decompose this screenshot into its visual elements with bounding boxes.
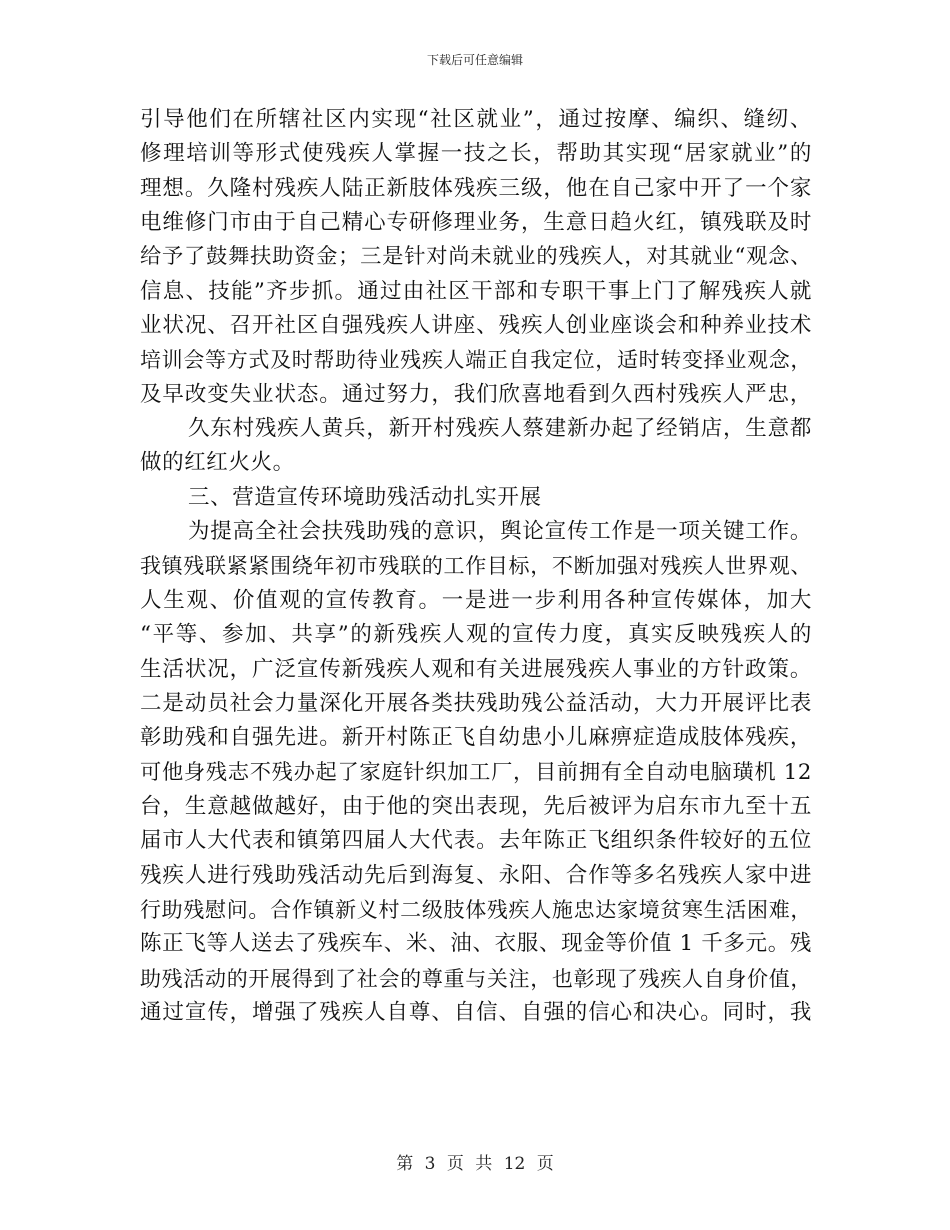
body-line-4: 电维修门市由于自己精心专研修理业务，生意日趋火红，镇残联及时 xyxy=(140,210,812,236)
page-header: 下载后可任意编辑 xyxy=(426,53,523,67)
body-line-3: 理想。久隆村残疾人陆正新肢体残疾三级，他在自己家中开了一个家 xyxy=(140,175,812,201)
body-line-2: 修理培训等形式使残疾人掌握一技之长，帮助其实现“居家就业”的 xyxy=(140,141,812,167)
body-line-20: 可他身残志不残办起了家庭针织加工厂，目前拥有全自动电脑璜机 12 xyxy=(140,759,812,785)
body-line-15: 人生观、价值观的宣传教育。一是进一步利用各种宣传媒体，加大 xyxy=(140,587,812,613)
body-line-26: 助残活动的开展得到了社会的尊重与关注，也彰现了残疾人自身价值， xyxy=(140,966,812,991)
body-line-6: 信息、技能”齐步抓。通过由社区干部和专职干事上门了解残疾人就 xyxy=(140,278,812,304)
body-line-19: 彰助残和自强先进。新开村陈正飞自幼患小儿麻痹症造成肢体残疾， xyxy=(140,725,812,751)
body-line-24: 行助残慰问。合作镇新义村二级肢体残疾人施忠达家境贫寒生活困难， xyxy=(140,897,812,922)
body-line-16: “平等、参加、共享”的新残疾人观的宣传力度，真实反映残疾人的 xyxy=(140,622,812,648)
body-line-10: 久东村残疾人黄兵，新开村残疾人蔡建新办起了经销店，生意都 xyxy=(188,416,812,442)
body-line-7: 业状况、召开社区自强残疾人讲座、残疾人创业座谈会和种养业技术 xyxy=(140,313,812,339)
body-line-8: 培训会等方式及时帮助待业残疾人端正自我定位，适时转变择业观念， xyxy=(140,348,812,373)
body-line-25: 陈正飞等人送去了残疾车、米、油、衣服、现金等价值 1 千多元。残 xyxy=(140,931,812,957)
body-line-17: 生活状况，广泛宣传新残疾人观和有关进展残疾人事业的方针政策。 xyxy=(140,656,812,682)
body-line-22: 届市人大代表和镇第四届人大代表。去年陈正飞组织条件较好的五位 xyxy=(140,828,812,854)
body-line-11: 做的红红火火。 xyxy=(140,450,295,476)
body-line-1: 引导他们在所辖社区内实现“社区就业”，通过按摩、编织、缝纫、 xyxy=(140,107,812,132)
body-line-5: 给予了鼓舞扶助资金；三是针对尚未就业的残疾人，对其就业“观念、 xyxy=(140,244,812,270)
body-line-13: 为提高全社会扶残助残的意识，舆论宣传工作是一项关键工作。 xyxy=(188,519,812,545)
page-footer: 第 3 页 共 12 页 xyxy=(396,1154,554,1174)
body-line-21: 台，生意越做越好，由于他的突出表现，先后被评为启东市九至十五 xyxy=(140,793,812,819)
section-heading: 三、营造宣传环境助残活动扎实开展 xyxy=(188,484,542,510)
body-line-18: 二是动员社会力量深化开展各类扶残助残公益活动，大力开展评比表 xyxy=(140,690,812,716)
body-line-27: 通过宣传，增强了残疾人自尊、自信、自强的信心和决心。同时，我 xyxy=(140,999,812,1025)
body-line-9: 及早改变失业状态。通过努力，我们欣喜地看到久西村残疾人严忠， xyxy=(140,381,812,407)
body-line-23: 残疾人进行残助残活动先后到海复、永阳、合作等多名残疾人家中进 xyxy=(140,862,812,888)
document-body xyxy=(140,104,812,1031)
body-line-14: 我镇残联紧紧围绕年初市残联的工作目标，不断加强对残疾人世界观、 xyxy=(140,554,812,579)
